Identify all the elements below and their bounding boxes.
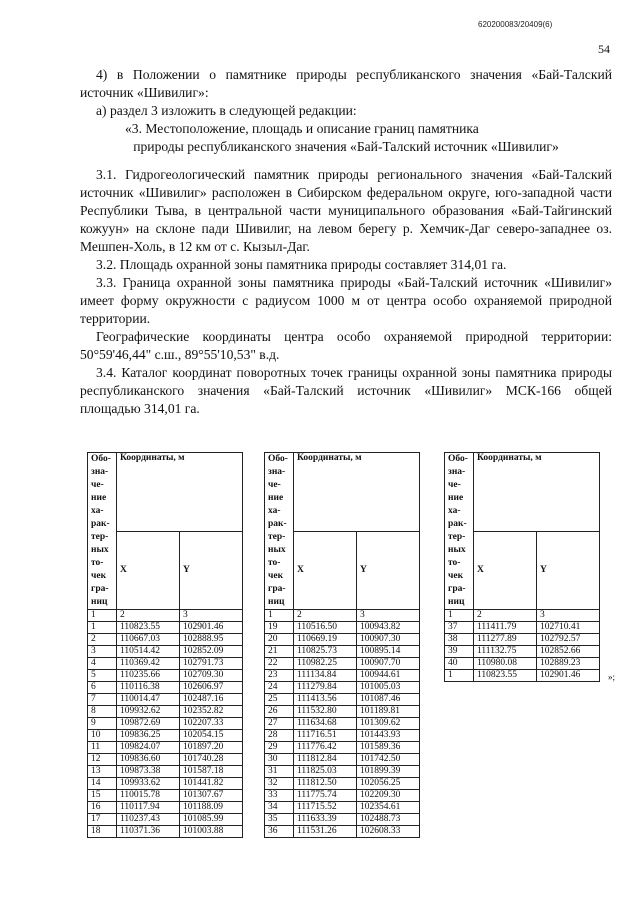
paragraph-3-4: 3.4. Каталог координат поворотных точек границы охранной зоны памятника природы республиканского значения «Бай-Талский источник «Шивилиг» МСК-166 общей площадью 314,01 га. xyxy=(80,365,612,416)
x-coordinate-cell: 111716.51 xyxy=(294,730,357,742)
point-number-cell: 25 xyxy=(265,694,294,706)
point-number-cell: 40 xyxy=(445,658,474,670)
point-number-cell: 11 xyxy=(88,742,117,754)
x-coordinate-cell: 110014.47 xyxy=(117,694,180,706)
x-coordinate-cell: 111531.26 xyxy=(294,826,357,838)
y-coordinate-cell: 102054.15 xyxy=(180,730,243,742)
point-number-cell: 8 xyxy=(88,706,117,718)
y-coordinate-cell: 102608.33 xyxy=(357,826,420,838)
column-header-coordinates: Координаты, м xyxy=(294,453,420,532)
y-coordinate-cell: 100943.82 xyxy=(357,622,420,634)
table-row xyxy=(265,646,420,658)
document-id: 620200083/20409(6) xyxy=(478,20,553,29)
column-number: 1 xyxy=(265,610,294,622)
column-header-x: X xyxy=(294,531,357,610)
point-number-cell: 35 xyxy=(265,814,294,826)
y-coordinate-cell: 101188.09 xyxy=(180,802,243,814)
x-coordinate-cell: 110369.42 xyxy=(117,658,180,670)
document-body xyxy=(80,66,612,418)
x-coordinate-cell: 111825.03 xyxy=(294,766,357,778)
y-coordinate-cell: 100907.30 xyxy=(357,634,420,646)
table-header-row xyxy=(88,453,243,532)
paragraph-amendment-item: 4) в Положении о памятнике природы республиканского значения «Бай-Талский источник «Шивилиг»: xyxy=(80,67,612,100)
y-coordinate-cell: 102791.73 xyxy=(180,658,243,670)
point-number-cell: 22 xyxy=(265,658,294,670)
column-number: 2 xyxy=(474,610,537,622)
y-coordinate-cell: 101085.99 xyxy=(180,814,243,826)
point-number-cell: 19 xyxy=(265,622,294,634)
table-row xyxy=(88,742,243,754)
table-row xyxy=(265,802,420,814)
point-number-cell: 18 xyxy=(88,826,117,838)
table-row xyxy=(445,634,600,646)
table-row xyxy=(265,706,420,718)
table-row xyxy=(88,802,243,814)
x-coordinate-cell: 110823.55 xyxy=(474,670,537,682)
y-coordinate-cell: 101899.39 xyxy=(357,766,420,778)
y-coordinate-cell: 102901.46 xyxy=(180,622,243,634)
point-number-cell: 1 xyxy=(445,670,474,682)
table-row xyxy=(88,766,243,778)
x-coordinate-cell: 110667.03 xyxy=(117,634,180,646)
y-coordinate-cell: 102710.41 xyxy=(537,622,600,634)
point-number-cell: 38 xyxy=(445,634,474,646)
table-numbering-row xyxy=(88,610,243,622)
x-coordinate-cell: 111279.84 xyxy=(294,682,357,694)
table-row xyxy=(88,718,243,730)
point-number-cell: 34 xyxy=(265,802,294,814)
table-row xyxy=(88,730,243,742)
column-header-designation: Обо- зна- че- ние ха- рак- тер- ных то- чек гра- ниц xyxy=(265,453,294,610)
x-coordinate-cell: 111812.84 xyxy=(294,754,357,766)
point-number-cell: 28 xyxy=(265,730,294,742)
table-row xyxy=(88,694,243,706)
y-coordinate-cell: 101087.46 xyxy=(357,694,420,706)
column-header-designation: Обо- зна- че- ние ха- рак- тер- ных то- чек гра- ниц xyxy=(88,453,117,610)
column-number: 1 xyxy=(445,610,474,622)
x-coordinate-cell: 110514.42 xyxy=(117,646,180,658)
y-coordinate-cell: 102487.16 xyxy=(180,694,243,706)
x-coordinate-cell: 109824.07 xyxy=(117,742,180,754)
point-number-cell: 6 xyxy=(88,682,117,694)
y-coordinate-cell: 101005.03 xyxy=(357,682,420,694)
y-coordinate-cell: 101742.50 xyxy=(357,754,420,766)
x-coordinate-cell: 110116.38 xyxy=(117,682,180,694)
point-number-cell: 23 xyxy=(265,670,294,682)
table-row xyxy=(265,790,420,802)
x-coordinate-cell: 109872.69 xyxy=(117,718,180,730)
x-coordinate-cell: 111812.50 xyxy=(294,778,357,790)
table-row xyxy=(265,718,420,730)
column-number: 3 xyxy=(357,610,420,622)
y-coordinate-cell: 100895.14 xyxy=(357,646,420,658)
paragraph-3-2: 3.2. Площадь охранной зоны памятника природы составляет 314,01 га. xyxy=(96,257,507,272)
point-number-cell: 36 xyxy=(265,826,294,838)
x-coordinate-cell: 109933.62 xyxy=(117,778,180,790)
table-row xyxy=(88,622,243,634)
y-coordinate-cell: 101443.93 xyxy=(357,730,420,742)
x-coordinate-cell: 110516.50 xyxy=(294,622,357,634)
y-coordinate-cell: 101897.20 xyxy=(180,742,243,754)
column-number: 3 xyxy=(180,610,243,622)
table-row xyxy=(88,682,243,694)
column-number: 2 xyxy=(294,610,357,622)
point-number-cell: 27 xyxy=(265,718,294,730)
column-number: 2 xyxy=(117,610,180,622)
table-row xyxy=(445,646,600,658)
point-number-cell: 32 xyxy=(265,778,294,790)
y-coordinate-cell: 101589.36 xyxy=(357,742,420,754)
table-row xyxy=(88,754,243,766)
y-coordinate-cell: 102852.09 xyxy=(180,646,243,658)
column-header-coordinates: Координаты, м xyxy=(474,453,600,532)
table-row xyxy=(88,634,243,646)
y-coordinate-cell: 101441.82 xyxy=(180,778,243,790)
x-coordinate-cell: 111134.84 xyxy=(294,670,357,682)
table-numbering-row xyxy=(265,610,420,622)
column-header-x: X xyxy=(474,531,537,610)
x-coordinate-cell: 111532.80 xyxy=(294,706,357,718)
column-header-y: Y xyxy=(180,531,243,610)
point-number-cell: 24 xyxy=(265,682,294,694)
x-coordinate-cell: 110669.19 xyxy=(294,634,357,646)
point-number-cell: 15 xyxy=(88,790,117,802)
point-number-cell: 17 xyxy=(88,814,117,826)
table-row xyxy=(88,778,243,790)
coordinates-table-2 xyxy=(264,452,420,838)
x-coordinate-cell: 110117.94 xyxy=(117,802,180,814)
table-row xyxy=(265,694,420,706)
column-header-coordinates: Координаты, м xyxy=(117,453,243,532)
table-row xyxy=(265,622,420,634)
x-coordinate-cell: 111132.75 xyxy=(474,646,537,658)
point-number-cell: 7 xyxy=(88,694,117,706)
y-coordinate-cell: 101003.88 xyxy=(180,826,243,838)
y-coordinate-cell: 102792.57 xyxy=(537,634,600,646)
point-number-cell: 26 xyxy=(265,706,294,718)
table-numbering-row xyxy=(445,610,600,622)
y-coordinate-cell: 102488.73 xyxy=(357,814,420,826)
column-header-x: X xyxy=(117,531,180,610)
x-coordinate-cell: 110235.66 xyxy=(117,670,180,682)
table-row xyxy=(265,826,420,838)
column-header-y: Y xyxy=(537,531,600,610)
y-coordinate-cell: 100907.70 xyxy=(357,658,420,670)
point-number-cell: 1 xyxy=(88,622,117,634)
table-row xyxy=(88,670,243,682)
table-row xyxy=(265,634,420,646)
point-number-cell: 4 xyxy=(88,658,117,670)
column-number: 1 xyxy=(88,610,117,622)
x-coordinate-cell: 109836.60 xyxy=(117,754,180,766)
y-coordinate-cell: 102852.66 xyxy=(537,646,600,658)
table-row xyxy=(265,778,420,790)
table-row xyxy=(265,658,420,670)
x-coordinate-cell: 110825.73 xyxy=(294,646,357,658)
x-coordinate-cell: 111715.52 xyxy=(294,802,357,814)
section-heading-line2: природы республиканского значения «Бай-Талский источник «Шивилиг» xyxy=(133,139,559,154)
y-coordinate-cell: 101307.67 xyxy=(180,790,243,802)
y-coordinate-cell: 100944.61 xyxy=(357,670,420,682)
y-coordinate-cell: 102354.61 xyxy=(357,802,420,814)
y-coordinate-cell: 102709.30 xyxy=(180,670,243,682)
paragraph-3-3: 3.3. Граница охранной зоны памятника природы «Бай-Талский источник «Шивилиг» имеет форму окружности с радиусом 1000 м от центра особо охраняемой природной территории. xyxy=(80,275,612,326)
table-row xyxy=(88,814,243,826)
table-header-row xyxy=(265,453,420,532)
table-row xyxy=(88,826,243,838)
point-number-cell: 16 xyxy=(88,802,117,814)
table-row xyxy=(445,670,600,682)
x-coordinate-cell: 111413.56 xyxy=(294,694,357,706)
point-number-cell: 29 xyxy=(265,742,294,754)
x-coordinate-cell: 111776.42 xyxy=(294,742,357,754)
paragraph-coordinates: Географические координаты центра особо охраняемой природной территории: 50°59'46,44" с.ш., 89°55'10,53" в.д. xyxy=(80,329,612,362)
paragraph-3-1: 3.1. Гидрогеологический памятник природы регионального значения «Бай-Талский источник «Шивилиг» расположен в Сибирском федеральном округе, юго-западной части Республики Тыва, в центральной части муниципального образования «Бай-Тайгинский кожуун» на склоне пади Шивилиг, на левом берегу р. Хемчик-Даг северо-западнее оз. Мешпен-Холь, в 12 км от с. Кызыл-Даг. xyxy=(80,167,612,254)
section-heading-line1: «3. Местоположение, площадь и описание границ памятника xyxy=(125,121,479,136)
y-coordinate-cell: 101189.81 xyxy=(357,706,420,718)
table-row xyxy=(88,706,243,718)
table-row xyxy=(265,730,420,742)
table-header-row xyxy=(445,453,600,532)
point-number-cell: 33 xyxy=(265,790,294,802)
y-coordinate-cell: 102606.97 xyxy=(180,682,243,694)
x-coordinate-cell: 111775.74 xyxy=(294,790,357,802)
column-header-designation: Обо- зна- че- ние ха- рак- тер- ных то- чек гра- ниц xyxy=(445,453,474,610)
point-number-cell: 9 xyxy=(88,718,117,730)
x-coordinate-cell: 109836.25 xyxy=(117,730,180,742)
x-coordinate-cell: 110982.25 xyxy=(294,658,357,670)
x-coordinate-cell: 110371.36 xyxy=(117,826,180,838)
column-number: 3 xyxy=(537,610,600,622)
closing-quote-mark: »; xyxy=(608,672,616,682)
x-coordinate-cell: 111634.68 xyxy=(294,718,357,730)
point-number-cell: 39 xyxy=(445,646,474,658)
x-coordinate-cell: 111633.39 xyxy=(294,814,357,826)
point-number-cell: 10 xyxy=(88,730,117,742)
table-row xyxy=(265,682,420,694)
y-coordinate-cell: 102889.23 xyxy=(537,658,600,670)
x-coordinate-cell: 110015.78 xyxy=(117,790,180,802)
point-number-cell: 37 xyxy=(445,622,474,634)
point-number-cell: 31 xyxy=(265,766,294,778)
y-coordinate-cell: 101309.62 xyxy=(357,718,420,730)
x-coordinate-cell: 110823.55 xyxy=(117,622,180,634)
point-number-cell: 3 xyxy=(88,646,117,658)
y-coordinate-cell: 102207.33 xyxy=(180,718,243,730)
point-number-cell: 20 xyxy=(265,634,294,646)
point-number-cell: 21 xyxy=(265,646,294,658)
table-row xyxy=(265,766,420,778)
x-coordinate-cell: 110237.43 xyxy=(117,814,180,826)
x-coordinate-cell: 111411.79 xyxy=(474,622,537,634)
table-row xyxy=(88,790,243,802)
paragraph-subitem: а) раздел 3 изложить в следующей редакции: xyxy=(96,103,357,118)
y-coordinate-cell: 102209.30 xyxy=(357,790,420,802)
table-row xyxy=(445,658,600,670)
table-row xyxy=(445,622,600,634)
y-coordinate-cell: 102888.95 xyxy=(180,634,243,646)
point-number-cell: 12 xyxy=(88,754,117,766)
y-coordinate-cell: 102901.46 xyxy=(537,670,600,682)
table-row xyxy=(88,646,243,658)
x-coordinate-cell: 110980.08 xyxy=(474,658,537,670)
y-coordinate-cell: 102056.25 xyxy=(357,778,420,790)
x-coordinate-cell: 111277.89 xyxy=(474,634,537,646)
point-number-cell: 30 xyxy=(265,754,294,766)
coordinates-table-3 xyxy=(444,452,600,682)
table-row xyxy=(88,658,243,670)
table-row xyxy=(265,670,420,682)
coordinates-table-1 xyxy=(87,452,243,838)
x-coordinate-cell: 109873.38 xyxy=(117,766,180,778)
table-row xyxy=(265,742,420,754)
x-coordinate-cell: 109932.62 xyxy=(117,706,180,718)
y-coordinate-cell: 102352.82 xyxy=(180,706,243,718)
point-number-cell: 13 xyxy=(88,766,117,778)
y-coordinate-cell: 101740.28 xyxy=(180,754,243,766)
y-coordinate-cell: 101587.18 xyxy=(180,766,243,778)
table-row xyxy=(265,814,420,826)
point-number-cell: 2 xyxy=(88,634,117,646)
table-row xyxy=(265,754,420,766)
page-number: 54 xyxy=(598,42,610,56)
point-number-cell: 5 xyxy=(88,670,117,682)
point-number-cell: 14 xyxy=(88,778,117,790)
column-header-y: Y xyxy=(357,531,420,610)
